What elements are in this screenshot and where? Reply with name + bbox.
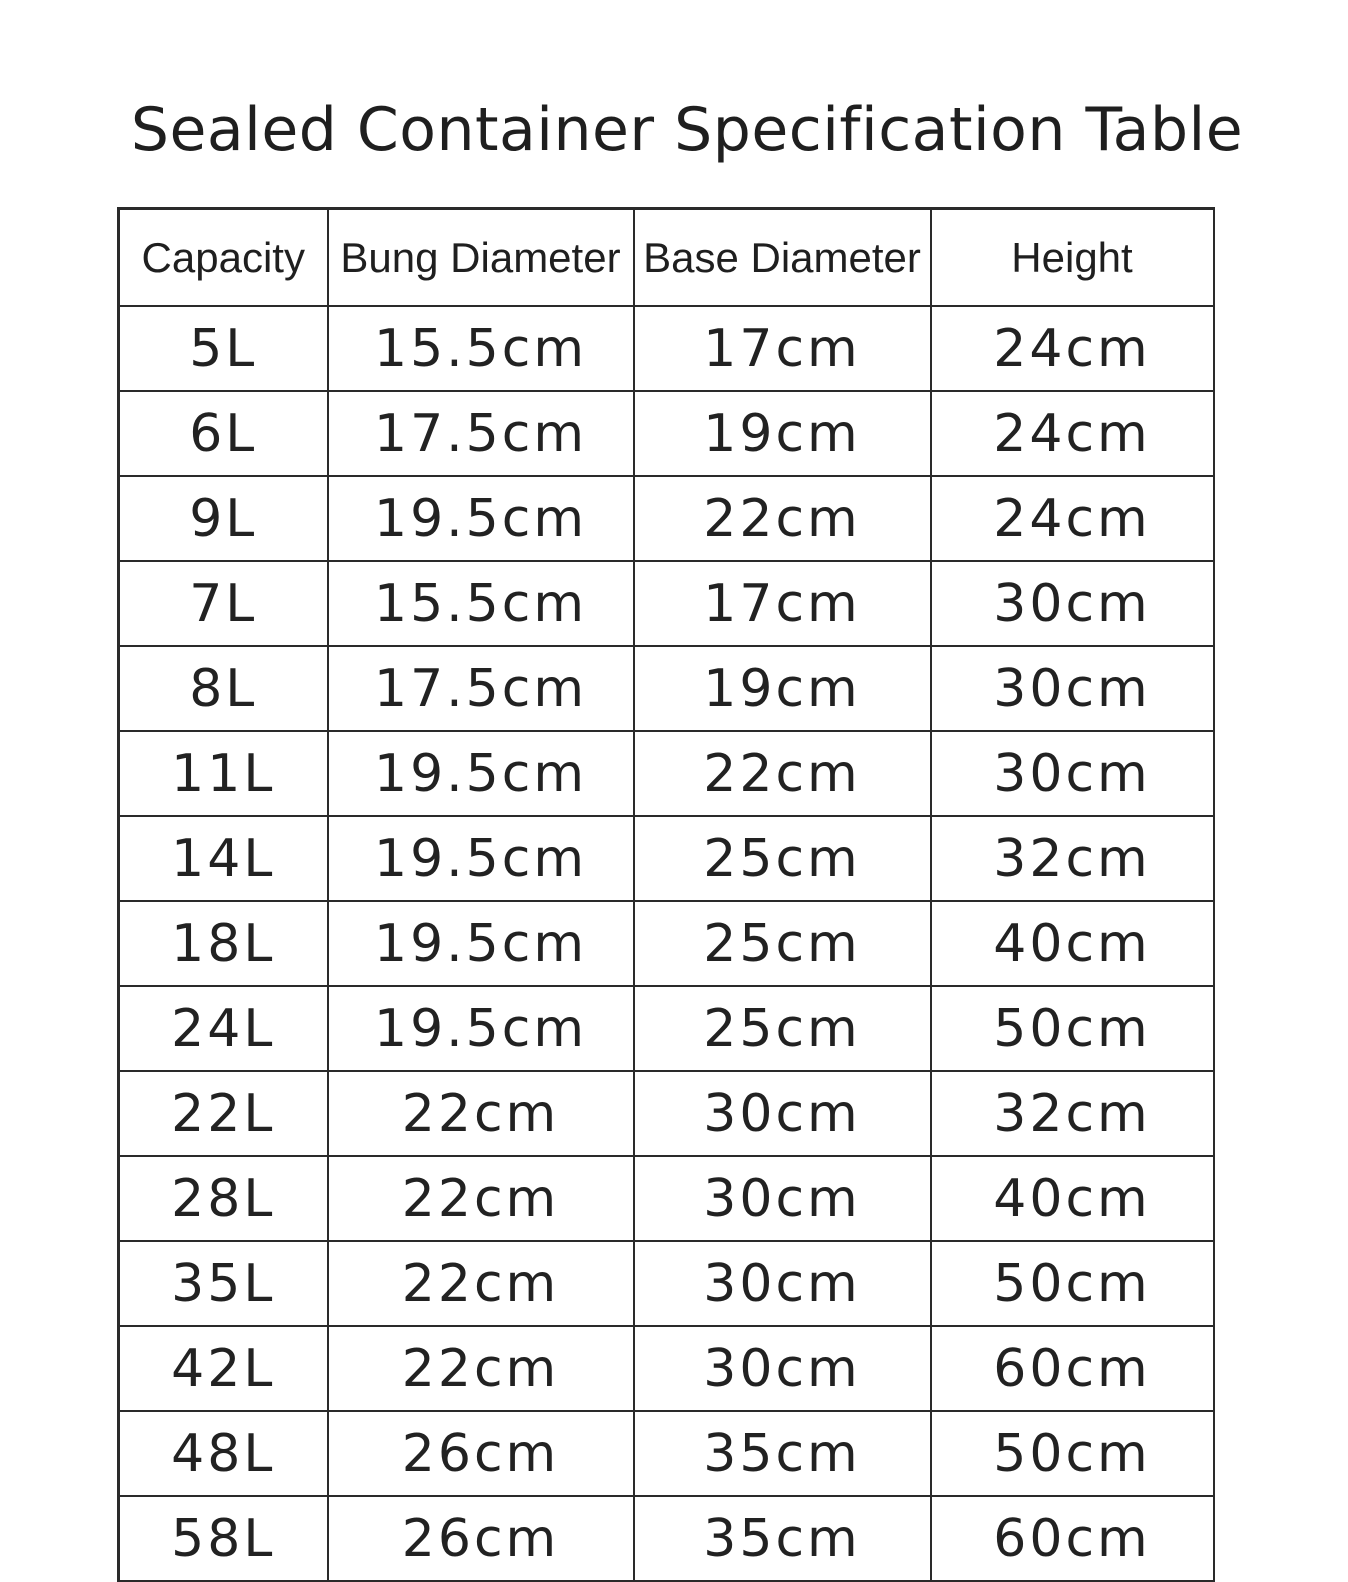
header-height: Height — [931, 209, 1214, 307]
header-bung-diameter: Bung Diameter — [328, 209, 634, 307]
table-body — [119, 306, 1214, 1581]
cell-height: 30cm — [931, 561, 1214, 646]
cell-capacity: 22L — [119, 1071, 328, 1156]
header-capacity: Capacity — [119, 209, 328, 307]
cell-base-diameter: 30cm — [634, 1241, 931, 1326]
cell-capacity: 5L — [119, 306, 328, 391]
table-row — [119, 1241, 1214, 1326]
cell-base-diameter: 22cm — [634, 731, 931, 816]
cell-height: 40cm — [931, 1156, 1214, 1241]
cell-height: 24cm — [931, 476, 1214, 561]
cell-height: 32cm — [931, 1071, 1214, 1156]
cell-base-diameter: 35cm — [634, 1496, 931, 1581]
table-row — [119, 561, 1214, 646]
cell-bung-diameter: 19.5cm — [328, 816, 634, 901]
cell-base-diameter: 19cm — [634, 646, 931, 731]
table-header-row — [119, 209, 1214, 307]
cell-capacity: 11L — [119, 731, 328, 816]
cell-bung-diameter: 17.5cm — [328, 391, 634, 476]
cell-capacity: 14L — [119, 816, 328, 901]
cell-bung-diameter: 22cm — [328, 1156, 634, 1241]
cell-capacity: 24L — [119, 986, 328, 1071]
cell-base-diameter: 19cm — [634, 391, 931, 476]
cell-base-diameter: 22cm — [634, 476, 931, 561]
cell-bung-diameter: 19.5cm — [328, 731, 634, 816]
cell-height: 50cm — [931, 986, 1214, 1071]
cell-capacity: 58L — [119, 1496, 328, 1581]
cell-capacity: 42L — [119, 1326, 328, 1411]
cell-height: 60cm — [931, 1496, 1214, 1581]
table-row — [119, 646, 1214, 731]
table-row — [119, 1496, 1214, 1581]
cell-height: 24cm — [931, 306, 1214, 391]
table-row — [119, 901, 1214, 986]
cell-bung-diameter: 19.5cm — [328, 986, 634, 1071]
table-row — [119, 1071, 1214, 1156]
cell-base-diameter: 25cm — [634, 986, 931, 1071]
cell-base-diameter: 35cm — [634, 1411, 931, 1496]
cell-capacity: 9L — [119, 476, 328, 561]
cell-bung-diameter: 15.5cm — [328, 561, 634, 646]
cell-base-diameter: 25cm — [634, 816, 931, 901]
cell-height: 40cm — [931, 901, 1214, 986]
table-row — [119, 306, 1214, 391]
cell-bung-diameter: 22cm — [328, 1241, 634, 1326]
cell-capacity: 7L — [119, 561, 328, 646]
cell-height: 30cm — [931, 731, 1214, 816]
cell-base-diameter: 30cm — [634, 1326, 931, 1411]
table-row — [119, 731, 1214, 816]
cell-capacity: 8L — [119, 646, 328, 731]
cell-base-diameter: 30cm — [634, 1071, 931, 1156]
cell-capacity: 28L — [119, 1156, 328, 1241]
cell-base-diameter: 17cm — [634, 306, 931, 391]
table-row — [119, 391, 1214, 476]
table-row — [119, 1156, 1214, 1241]
cell-bung-diameter: 22cm — [328, 1071, 634, 1156]
cell-bung-diameter: 15.5cm — [328, 306, 634, 391]
cell-capacity: 18L — [119, 901, 328, 986]
cell-capacity: 6L — [119, 391, 328, 476]
table-row — [119, 476, 1214, 561]
table-row — [119, 986, 1214, 1071]
cell-height: 60cm — [931, 1326, 1214, 1411]
cell-bung-diameter: 22cm — [328, 1326, 634, 1411]
cell-height: 24cm — [931, 391, 1214, 476]
cell-bung-diameter: 26cm — [328, 1496, 634, 1581]
cell-bung-diameter: 19.5cm — [328, 901, 634, 986]
cell-height: 50cm — [931, 1411, 1214, 1496]
cell-height: 50cm — [931, 1241, 1214, 1326]
cell-bung-diameter: 17.5cm — [328, 646, 634, 731]
cell-bung-diameter: 19.5cm — [328, 476, 634, 561]
cell-height: 32cm — [931, 816, 1214, 901]
table-row — [119, 1326, 1214, 1411]
cell-height: 30cm — [931, 646, 1214, 731]
cell-base-diameter: 17cm — [634, 561, 931, 646]
cell-capacity: 48L — [119, 1411, 328, 1496]
page-title: Sealed Container Specification Table — [130, 95, 1244, 165]
cell-base-diameter: 30cm — [634, 1156, 931, 1241]
table-row — [119, 816, 1214, 901]
spec-table — [117, 207, 1215, 1582]
cell-bung-diameter: 26cm — [328, 1411, 634, 1496]
header-base-diameter: Base Diameter — [634, 209, 931, 307]
table-row — [119, 1411, 1214, 1496]
cell-capacity: 35L — [119, 1241, 328, 1326]
cell-base-diameter: 25cm — [634, 901, 931, 986]
